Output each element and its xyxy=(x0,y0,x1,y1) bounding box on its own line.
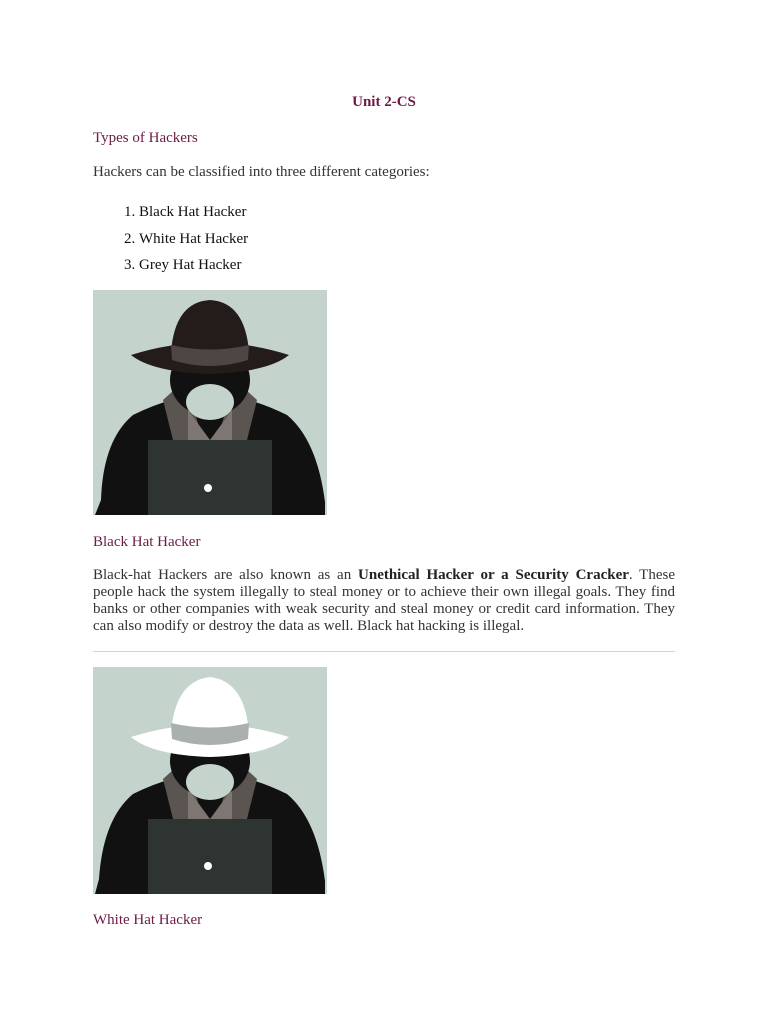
white-hat-hacker-image xyxy=(93,667,327,894)
list-item: 1. Black Hat Hacker xyxy=(139,202,248,229)
black-hat-hacker-image xyxy=(93,290,327,515)
hacker-types-list xyxy=(93,202,248,282)
black-hat-description: Black-hat Hackers are also known as an Unethical Hacker or a Security Cracker. These people hack the system illegally to steal money or to achieve their own illegal goals. They find banks or other companies with weak security and steal money or credit card information. They can also modify or destroy the data as well. Black hat hacking is illegal. xyxy=(93,567,676,634)
black-hat-heading: Black Hat Hacker xyxy=(93,534,201,550)
list-item: 2. White Hat Hacker xyxy=(139,229,248,256)
white-hat-heading: White Hat Hacker xyxy=(93,912,203,928)
intro-paragraph: Hackers can be classified into three different categories: xyxy=(93,164,430,180)
document-page xyxy=(93,0,675,1024)
list-item: 3. Grey Hat Hacker xyxy=(139,255,248,282)
horizontal-divider xyxy=(93,651,675,652)
page-title: Unit 2-CS xyxy=(352,94,416,110)
section-heading-types: Types of Hackers xyxy=(93,130,198,146)
black-hat-bold-term: Unethical Hacker or a Security Cracker xyxy=(358,567,629,583)
